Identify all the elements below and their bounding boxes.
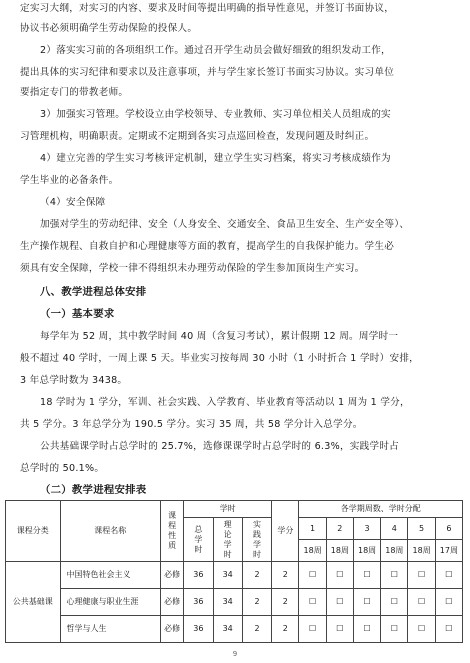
practice-vert-label: 实 践 学 时 bbox=[253, 519, 262, 559]
header-theory-hours bbox=[213, 518, 242, 562]
course-theory-hours: 34 bbox=[213, 616, 242, 643]
p-line-18: 18 学时为 1 学分，军训、社会实践、入学教育、毕业教育等活动以 1 周为 1 学分， bbox=[40, 397, 410, 408]
theory-vert-label: 理 论 学 时 bbox=[223, 519, 232, 559]
p-line-21: 总学时的 50.1%。 bbox=[20, 463, 105, 474]
semester-4: 4 bbox=[381, 518, 408, 540]
teaching-schedule-table bbox=[5, 500, 463, 643]
p-line-11: 生产操作规程、自救自护和心理健康等方面的教育，提高学生的自我保护能力。学生必 bbox=[20, 241, 395, 252]
semester-checkbox[interactable]: ☐ bbox=[353, 589, 380, 616]
semester-2: 2 bbox=[326, 518, 353, 540]
semester-checkbox[interactable]: ☐ bbox=[299, 616, 326, 643]
p-line-9: （4）安全保障 bbox=[40, 197, 106, 208]
course-nature: 必修 bbox=[161, 562, 184, 589]
semester-weeks-4: 18周 bbox=[381, 540, 408, 562]
p-line-17: 3 年总学时数为 3438。 bbox=[20, 375, 128, 386]
course-total-hours: 36 bbox=[184, 562, 213, 589]
semester-checkbox[interactable]: ☐ bbox=[381, 616, 408, 643]
course-credits: 2 bbox=[272, 562, 299, 589]
header-category: 课程分类 bbox=[6, 501, 61, 562]
course-practice-hours: 2 bbox=[242, 616, 271, 643]
header-credits: 学分 bbox=[272, 501, 299, 562]
p-line-13: 八、教学进程总体安排 bbox=[40, 286, 147, 298]
header-total-hours bbox=[184, 518, 213, 562]
header-semesters-group: 各学期周数、学时分配 bbox=[299, 501, 463, 518]
semester-checkbox[interactable]: ☐ bbox=[381, 562, 408, 589]
header-nature bbox=[161, 501, 184, 562]
semester-checkbox[interactable]: ☐ bbox=[326, 562, 353, 589]
semester-weeks-6: 17周 bbox=[435, 540, 462, 562]
p-line-15: 每学年为 52 周，其中教学时间 40 周（含复习考试），累计假期 12 周。周学时一 bbox=[40, 331, 399, 342]
semester-weeks-5: 18周 bbox=[408, 540, 435, 562]
p-line-8: 学生毕业的必备条件。 bbox=[20, 175, 119, 186]
p-line-2: 2）落实实习前的各项组织工作。通过召开学生动员会做好细致的组织发动工作， bbox=[40, 45, 391, 56]
course-credits: 2 bbox=[272, 616, 299, 643]
semester-checkbox[interactable]: ☐ bbox=[435, 589, 462, 616]
table-row bbox=[6, 562, 463, 589]
p-line-4: 要指定专门的带教老师。 bbox=[20, 87, 129, 98]
course-group-label: 公共基础课 bbox=[6, 562, 61, 643]
nature-vert-label: 课 程 性 质 bbox=[168, 511, 177, 550]
course-total-hours: 36 bbox=[184, 616, 213, 643]
semester-checkbox[interactable]: ☐ bbox=[299, 589, 326, 616]
course-total-hours: 36 bbox=[184, 589, 213, 616]
semester-weeks-3: 18周 bbox=[353, 540, 380, 562]
p-line-3: 提出具体的实习纪律和要求以及注意事项，并与学生家长签订书面实习协议。实习单位 bbox=[20, 67, 395, 78]
course-credits: 2 bbox=[272, 589, 299, 616]
semester-checkbox[interactable]: ☐ bbox=[435, 616, 462, 643]
header-course-name: 课程名称 bbox=[60, 501, 161, 562]
p-line-6: 习管理机构，明确职责。定期或不定期到各实习点巡回检查，发现问题及时纠正。 bbox=[20, 131, 375, 142]
p-line-16: 般不超过 40 学时，一周上课 5 天。毕业实习按每周 30 小时（1 小时折合 1 学时）安排， bbox=[20, 353, 420, 364]
course-practice-hours: 2 bbox=[242, 562, 271, 589]
p-line-19: 共 5 学分。3 年总学分为 190.5 学分。实习 35 周，共 58 学分计入总学分。 bbox=[20, 419, 363, 430]
p-line-0: 定实习大纲，对实习的内容、要求及时间等提出明确的指导性意见，并签订书面协议， bbox=[20, 3, 395, 14]
course-theory-hours: 34 bbox=[213, 589, 242, 616]
table-row bbox=[6, 589, 463, 616]
course-name: 心理健康与职业生涯 bbox=[60, 589, 161, 616]
course-practice-hours: 2 bbox=[242, 589, 271, 616]
p-line-1: 协议书必须明确学生劳动保险的投保人。 bbox=[20, 23, 198, 34]
semester-checkbox[interactable]: ☐ bbox=[408, 589, 435, 616]
header-hours-group: 学时 bbox=[184, 501, 272, 518]
schedule-table-wrapper bbox=[5, 500, 465, 643]
course-nature: 必修 bbox=[161, 616, 184, 643]
course-name: 中国特色社会主义 bbox=[60, 562, 161, 589]
semester-3: 3 bbox=[353, 518, 380, 540]
total-vert-label: 总 学 时 bbox=[194, 524, 203, 554]
p-line-22: （二）教学进程安排表 bbox=[40, 484, 147, 496]
semester-checkbox[interactable]: ☐ bbox=[435, 562, 462, 589]
table-row bbox=[6, 616, 463, 643]
p-line-20: 公共基础课学时占总学时的 25.7%，选修课课学时占总学时的 6.3%，实践学时占 bbox=[40, 441, 400, 452]
semester-checkbox[interactable]: ☐ bbox=[353, 562, 380, 589]
course-theory-hours: 34 bbox=[213, 562, 242, 589]
semester-checkbox[interactable]: ☐ bbox=[326, 616, 353, 643]
p-line-10: 加强对学生的劳动纪律、安全（人身安全、交通安全、食品卫生安全、生产安全等）、 bbox=[40, 219, 410, 230]
p-line-7: 4）建立完善的学生实习考核评定机制，建立学生实习档案，将实习考核成绩作为 bbox=[40, 153, 391, 164]
semester-checkbox[interactable]: ☐ bbox=[299, 562, 326, 589]
semester-checkbox[interactable]: ☐ bbox=[408, 616, 435, 643]
semester-checkbox[interactable]: ☐ bbox=[326, 589, 353, 616]
semester-6: 6 bbox=[435, 518, 462, 540]
course-nature: 必修 bbox=[161, 589, 184, 616]
semester-1: 1 bbox=[299, 518, 326, 540]
p-line-12: 须具有安全保障，学校一律不得组织未办理劳动保险的学生参加顶岗生产实习。 bbox=[20, 263, 365, 274]
semester-weeks-1: 18周 bbox=[299, 540, 326, 562]
semester-5: 5 bbox=[408, 518, 435, 540]
p-line-14: （一）基本要求 bbox=[40, 308, 115, 320]
semester-checkbox[interactable]: ☐ bbox=[408, 562, 435, 589]
p-line-5: 3）加强实习管理。学校设立由学校领导、专业教师、实习单位相关人员组成的实 bbox=[40, 109, 391, 120]
semester-checkbox[interactable]: ☐ bbox=[353, 616, 380, 643]
page-number: 9 bbox=[232, 650, 238, 658]
semester-weeks-2: 18周 bbox=[326, 540, 353, 562]
semester-checkbox[interactable]: ☐ bbox=[381, 589, 408, 616]
header-practice-hours bbox=[242, 518, 271, 562]
course-name: 哲学与人生 bbox=[60, 616, 161, 643]
